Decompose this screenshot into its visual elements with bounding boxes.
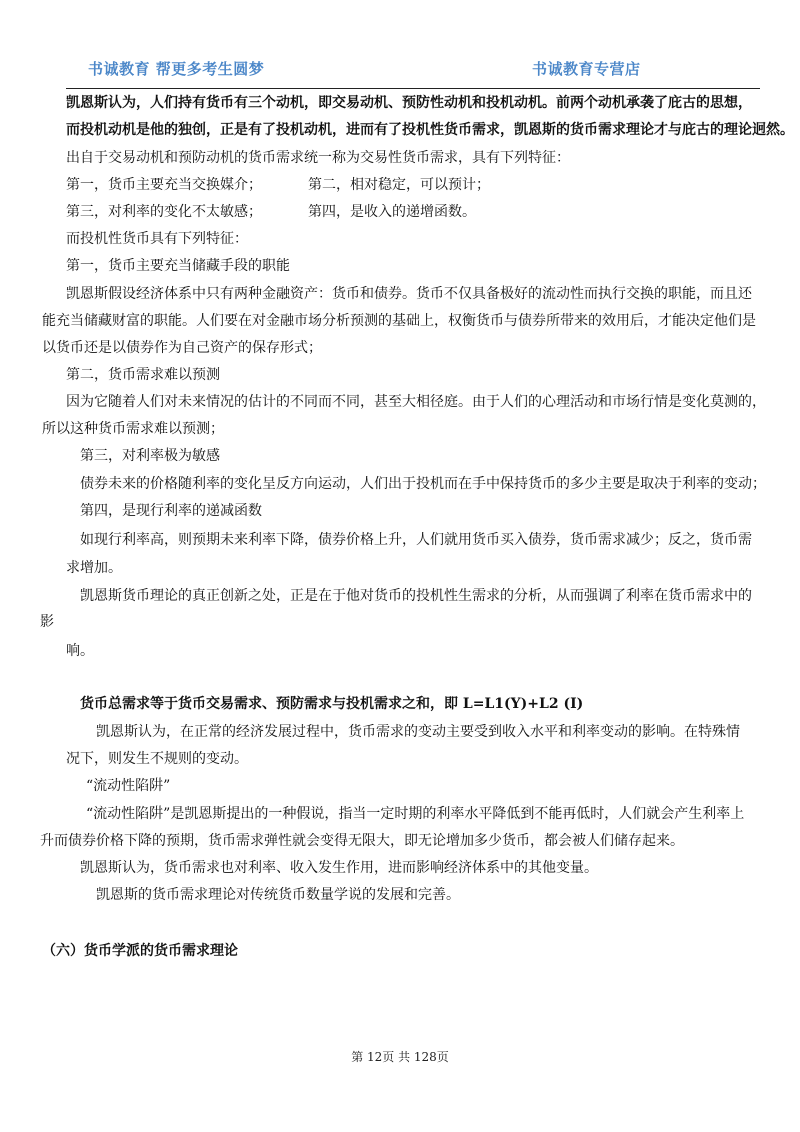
paragraph-line: “流动性陷阱”是凯恩斯提出的一种假说，指当一定时期的利率水平降低到不能再低时，人们就会产生利率上	[86, 806, 745, 822]
paragraph-line: 如现行利率高，则预期未来利率下降，债券价格上升，人们就用货币买入债券，货币需求减少；反之，货币需	[80, 532, 752, 548]
list-item: 第二，货币需求难以预测	[66, 367, 220, 383]
paragraph-line: 凯恩斯认为，货币需求也对利率、收入发生作用，进而影响经济体系中的其他变量。	[80, 860, 598, 876]
list-item: 第四，是现行利率的递减函数	[80, 503, 262, 519]
list-item: 第一，货币主要充当储藏手段的职能	[66, 258, 290, 274]
page-number: 第 12页 共 128页	[351, 1050, 449, 1064]
paragraph-line: 响。	[66, 643, 94, 659]
list-item: 第三，对利率的变化不太敏感；	[66, 204, 262, 220]
list-item: 第四，是收入的递增函数。	[308, 204, 476, 220]
header-left-slogan: 书诚教育 帮更多考生圆梦	[88, 60, 265, 78]
paragraph-line: 况下，则发生不规则的变动。	[66, 751, 248, 767]
paragraph-line: 影	[40, 614, 54, 630]
list-item: 第一，货币主要充当交换媒介；	[66, 177, 262, 193]
header-right-store-name: 书诚教育专营店	[532, 60, 641, 78]
paragraph-line: 凯恩斯认为，人们持有货币有三个动机，即交易动机、预防性动机和投机动机。前两个动机承袭了庇古的思想，	[66, 95, 752, 111]
paragraph-line: 能充当储藏财富的职能。人们要在对金融市场分析预测的基础上，权衡货币与债券所带来的效用后，才能决定他们是	[42, 313, 756, 329]
section-heading: （六）货币学派的货币需求理论	[42, 943, 238, 959]
subheading: “流动性陷阱”	[86, 778, 171, 794]
paragraph-line: 而投机性货币具有下列特征：	[66, 231, 248, 247]
paragraph-line: 所以这种货币需求难以预测；	[42, 421, 224, 437]
paragraph-line: 以货币还是以债券作为自己资产的保存形式；	[42, 340, 322, 356]
paragraph-line: 凯恩斯货币理论的真正创新之处，正是在于他对货币的投机性生需求的分析，从而强调了利率在货币需求中的	[80, 588, 752, 604]
list-item: 第三，对利率极为敏感	[80, 448, 220, 464]
paragraph-line: 债券未来的价格随利率的变化呈反方向运动，人们出于投机而在手中保持货币的多少主要是取决于利率的变动；	[80, 476, 766, 492]
paragraph-line: 求增加。	[66, 560, 122, 576]
list-item: 第二，相对稳定，可以预计；	[308, 177, 490, 193]
paragraph-line: 出自于交易动机和预防动机的货币需求统一称为交易性货币需求，具有下列特征：	[66, 150, 570, 166]
paragraph-line: 凯恩斯假设经济体系中只有两种金融资产：货币和债券。货币不仅具备极好的流动性而执行交换的职能，而且还	[66, 286, 752, 302]
paragraph-line: 升而债券价格下降的预期，货币需求弹性就会变得无限大，即无论增加多少货币，都会被人们储存起来。	[40, 833, 684, 849]
header-rule	[66, 88, 760, 89]
paragraph-line: 而投机动机是他的独创，正是有了投机动机，进而有了投机性货币需求，凯恩斯的货币需求理论才与庇古的理论迥然。	[66, 122, 794, 138]
paragraph-line: 凯恩斯认为，在正常的经济发展过程中，货币需求的变动主要受到收入水平和利率变动的影响。在特殊情	[96, 724, 740, 740]
formula-heading: 货币总需求等于货币交易需求、预防需求与投机需求之和，即 L=L1(Y)+L2 (I)	[80, 696, 584, 712]
paragraph-line: 因为它随着人们对未来情况的估计的不同而不同，甚至大相径庭。由于人们的心理活动和市场行情是变化莫测的，	[66, 394, 766, 410]
paragraph-line: 凯恩斯的货币需求理论对传统货币数量学说的发展和完善。	[96, 887, 460, 903]
